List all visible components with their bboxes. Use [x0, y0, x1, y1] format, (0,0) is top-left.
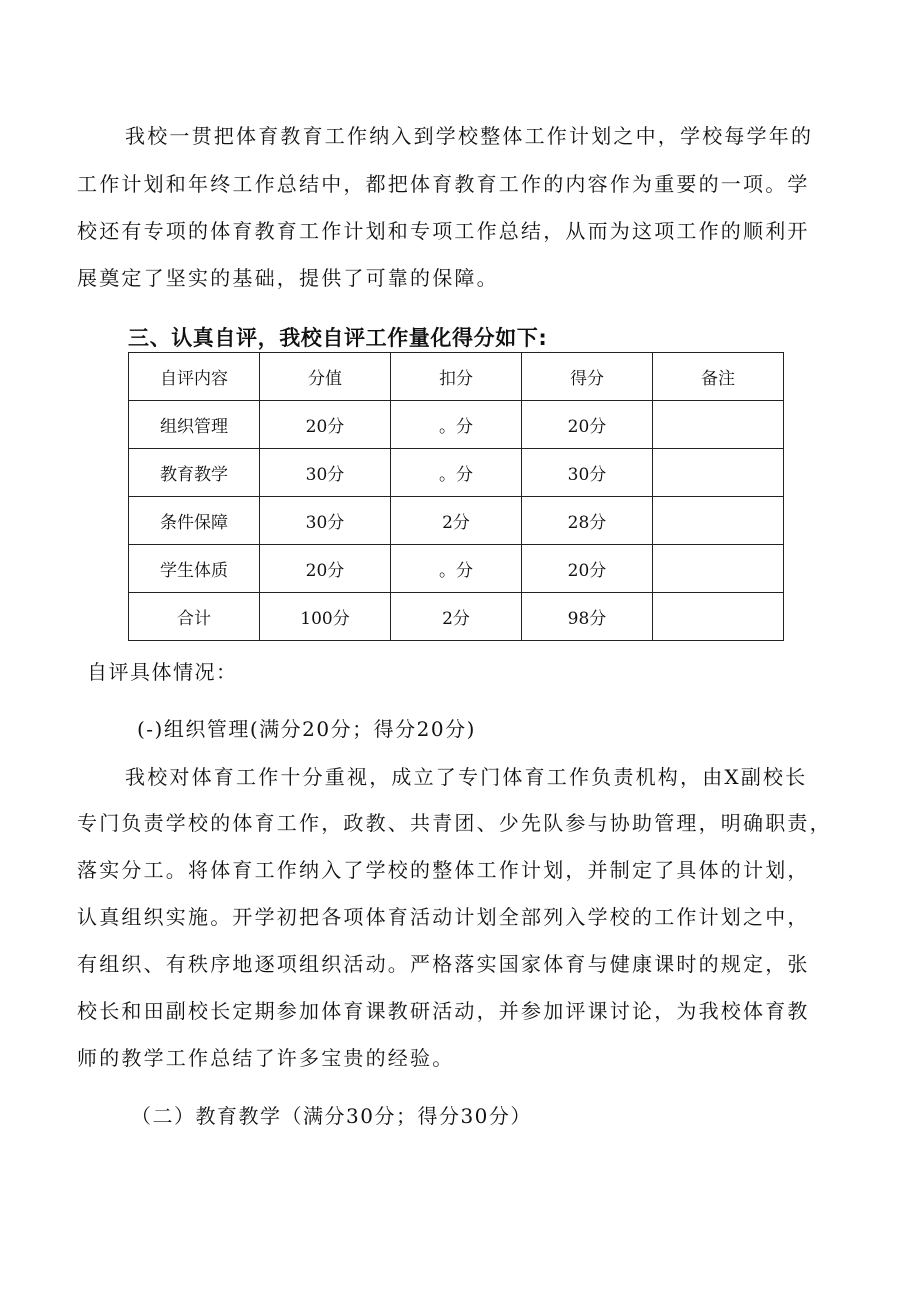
table-row	[129, 449, 784, 497]
table-header-cell: 得分	[522, 353, 653, 401]
table-cell	[653, 401, 784, 449]
body-line-7: 师的教学工作总结了许多宝贵的经验。	[77, 1046, 455, 1070]
intro-line-1: 我校一贯把体育教育工作纳入到学校整体工作计划之中，学校每学年的	[125, 124, 814, 148]
table-cell: 条件保障	[129, 497, 260, 545]
table-cell: 20分	[522, 545, 653, 593]
table-cell: 30分	[522, 449, 653, 497]
body-line-5: 有组织、有秩序地逐项组织活动。严格落实国家体育与健康课时的规定，张	[77, 952, 810, 976]
table-total-row	[129, 593, 784, 641]
table-cell: 2分	[391, 593, 522, 641]
body-line-4: 认真组织实施。开学初把各项体育活动计划全部列入学校的工作计划之中，	[77, 905, 810, 929]
table-cell	[653, 593, 784, 641]
table-row	[129, 545, 784, 593]
intro-line-4: 展奠定了坚实的基础，提供了可靠的保障。	[77, 266, 499, 290]
table-row	[129, 497, 784, 545]
table-cell: 合计	[129, 593, 260, 641]
table-cell: 。分	[391, 401, 522, 449]
table-cell	[653, 545, 784, 593]
intro-line-3: 校还有专项的体育教育工作计划和专项工作总结，从而为这项工作的顺利开	[77, 219, 810, 243]
table-cell: 教育教学	[129, 449, 260, 497]
table-header-cell: 备注	[653, 353, 784, 401]
table-cell: 2分	[391, 497, 522, 545]
table-cell: 20分	[522, 401, 653, 449]
details-label: 自评具体情况：	[87, 660, 238, 684]
body-line-3: 落实分工。将体育工作纳入了学校的整体工作计划，并制定了具体的计划，	[77, 858, 810, 882]
table-cell: 30分	[260, 497, 391, 545]
table-header-cell: 分值	[260, 353, 391, 401]
table-cell: 28分	[522, 497, 653, 545]
body-line-6: 校长和田副校长定期参加体育课教研活动，并参加评课讨论，为我校体育教	[77, 999, 810, 1023]
table-cell: 98分	[522, 593, 653, 641]
intro-line-2: 工作计划和年终工作总结中，都把体育教育工作的内容作为重要的一项。学	[77, 172, 810, 196]
table-cell: 20分	[260, 545, 391, 593]
table-cell	[653, 449, 784, 497]
body-line-1: 我校对体育工作十分重视，成立了专门体育工作负责机构，由X副校长	[125, 765, 808, 789]
section-heading: 三、认真自评，我校自评工作量化得分如下:	[128, 326, 548, 350]
table-header-cell: 扣分	[391, 353, 522, 401]
table-cell: 。分	[391, 449, 522, 497]
table-row	[129, 401, 784, 449]
score-table	[128, 352, 784, 641]
body-line-2: 专门负责学校的体育工作，政教、共青团、少先队参与协助管理，明确职责，	[77, 811, 832, 835]
table-cell: 学生体质	[129, 545, 260, 593]
table-cell: 100分	[260, 593, 391, 641]
table-header-row	[129, 353, 784, 401]
table-cell: 30分	[260, 449, 391, 497]
table-cell	[653, 497, 784, 545]
subsection-1-heading: (-)组织管理(满分20分；得分20分)	[137, 717, 476, 741]
table-cell: 组织管理	[129, 401, 260, 449]
table-cell: 。分	[391, 545, 522, 593]
subsection-2-heading: （二）教育教学（满分30分；得分30分）	[131, 1104, 532, 1128]
table-cell: 20分	[260, 401, 391, 449]
table-header-cell: 自评内容	[129, 353, 260, 401]
